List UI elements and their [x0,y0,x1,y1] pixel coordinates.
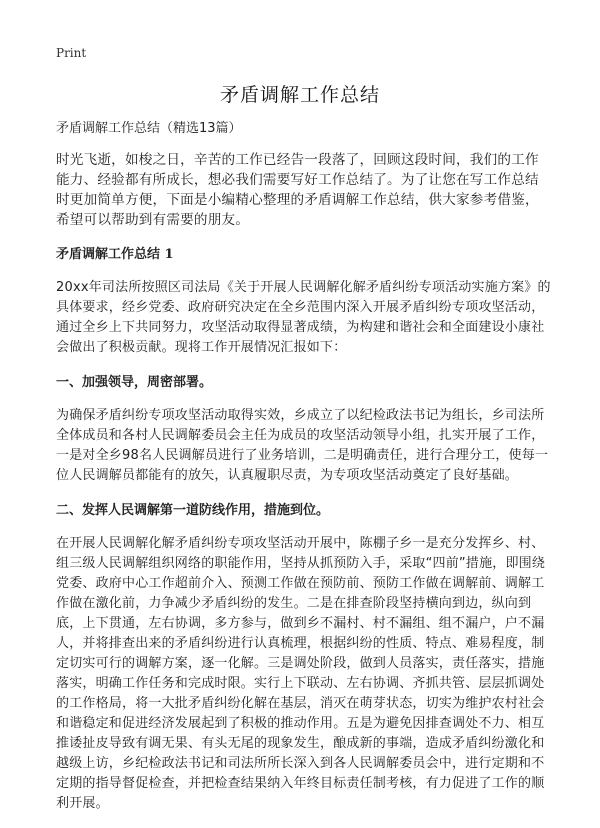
section-heading: 矛盾调解工作总结 1 [56,247,174,262]
subsection-heading-two: 二、发挥人民调解第一道防线作用，措施到位。 [56,503,330,518]
page-title: 矛盾调解工作总结 [219,84,380,106]
subsection-paragraph-two: 在开展人民调解化解矛盾纠纷专项攻坚活动开展中，陈棚子乡一是充分发挥乡、村、组三级人民调解组织网络的职能作用，坚持从抓预防入手，采取“四前”措施，即围绕党委、政府中心工作超前介入、预测工作做在预防前、预防工作做在调解前、调解工作做在激化前，力争减少矛盾纠纷的发生。二是在排查阶段坚持横向到边，纵向到底，上下贯通，左右协调，多方参与，做到乡不漏村、村不漏组、组不漏户，户不漏人，并将排查出来的矛盾纠纷进行认真梳理，根据纠纷的性质、特点、难易程度，制定切实可行的调解方案，逐一化解。三是调处阶段，做到人员落实，责任落实，措施落实，明确工作任务和完成时限。实行上下联动、左右协调、齐抓共管、层层抓调处的工作格局，将一大批矛盾纠纷化解在基层，消灭在萌芽状态，切实为维护农村社会和谐稳定和促进经济发展起到了积极的推动作用。五是为避免因排查调处不力、相互推诿扯皮导致有调无果、有头无尾的现象发生，酿成新的事端，造成矛盾纠纷激化和越级上访，乡纪检政法书记和司法所所长深入到各人民调解委员会中，进行定期和不定期的指导督促检查，并把检查结果纳入年终目标责任制考核，有力促进了工作的顺利开展。 [56,536,546,811]
subsection-heading-one: 一、加强领导，周密部署。 [56,375,213,390]
intro-paragraph: 时光飞逝，如梭之日，辛苦的工作已经告一段落了，回顾这段时间，我们的工作能力、经验都有所成长，想必我们需要写好工作总结了。为了让您在写工作总结时更加简单方便，下面是小编精心整理的矛盾调解工作总结，供大家参考借鉴，希望可以帮助到有需要的朋友。 [56,152,539,228]
document-body [56,120,552,828]
print-link[interactable]: Print [56,46,87,60]
section-paragraph: 20xx年司法所按照区司法局《关于开展人民调解化解矛盾纠纷专项活动实施方案》的具体要求，经乡党委、政府研究决定在全乡范围内深入开展矛盾纠纷专项攻坚活动，通过全乡上下共同努力，攻坚活动取得显著成绩，为构建和谐社会和全面建设小康社会做出了积极贡献。现将工作开展情况汇报如下： [56,280,551,355]
document-subtitle: 矛盾调解工作总结（精选13篇） [56,121,242,136]
subsection-paragraph-one: 为确保矛盾纠纷专项攻坚活动取得实效，乡成立了以纪检政法书记为组长，乡司法所全体成员和各村人民调解委员会主任为成员的攻坚活动领导小组，扎实开展了工作，一是对全乡98名人民调解员进行了业务培训，二是明确责任，进行合理分工，使每一位人民调解员都能有的放矢，认真履职尽责，为专项攻坚活动奠定了良好基础。 [56,408,549,483]
